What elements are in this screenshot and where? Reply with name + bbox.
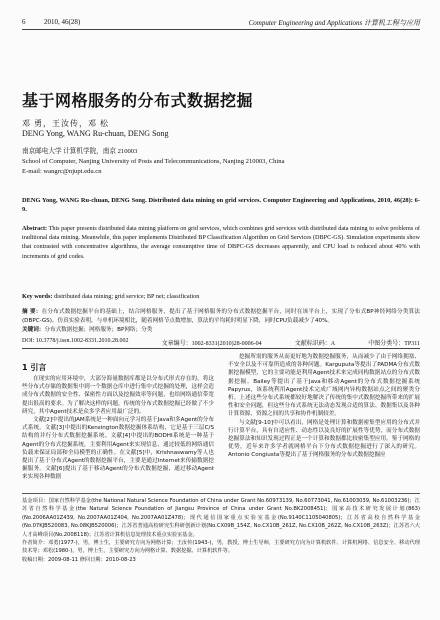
footnote bbox=[22, 497, 420, 564]
keywords-cn-text: 分布式数据挖掘；网格服务；BP网络；分类 bbox=[44, 327, 153, 333]
journal-name: Computer Engineering and Applications 计算机工程与应用 bbox=[248, 19, 420, 27]
abstract-english bbox=[22, 224, 420, 261]
body-paragraph: 与文献[9-10]中可以看出，网格是处理计算和数据密集型应用的分布式并行计算平台，具有自适应性、动态性以及良好的扩展性等优势，而分布式数据挖掘算法和知识发现过程正是一个计算和数据都比较密集型应用。鉴于网格的优势，近年来许多学者就网格平台下分布式数据挖掘进行了深入的研究。Antonio Congiusta等提出了基于网格服务的分布式数据挖掘应 bbox=[228, 419, 420, 459]
affiliation-english: School of Computer, Nanjing University of Posts and Telecommunications, Nanjing 210003, China bbox=[22, 158, 285, 165]
body-paragraph: 文献[2]中提出的JAM系统是一种面向元学习的基于Java和多Agent的分布式系统。文献[3]中提出的Kensington数据挖掘体系结构，它是基于三层C/S结构的并行分布式数据挖掘系统。文献[4]中提出的BODHI系统是一种基于Agent的分布式挖掘系统，主要利用Agent来实现信息，通过较低的网络通信负载来保证局部和全局模型的正确性。在文献[5]中，Krishnaswamy等人也提出了基于分布式Agent的数据挖掘平台，主要是通过Internet来传输数据挖掘服务。文献[6]提出了基于移动Agent的分布式数据挖掘，通过移动Agent来实现各种数据 bbox=[22, 417, 214, 481]
keywords-text: distributed data mining; grid service; BP net; classification bbox=[53, 293, 200, 300]
affiliation-chinese: 南京邮电大学 计算机学院，南京 210003 bbox=[22, 148, 138, 155]
keywords-label: Key words: bbox=[22, 293, 53, 300]
keywords-english bbox=[22, 292, 420, 301]
citation: DENG Yong, WANG Ru-chuan, DENG Song. Distributed data mining on grid services. Computer Engineering and Applications, 2010, 46(28): 6-9. bbox=[22, 197, 420, 214]
footnote-dates: 收稿日期：2009-08-11 修回日期：2010-08-23 bbox=[22, 556, 136, 563]
body-column-right bbox=[228, 353, 420, 493]
header-rule bbox=[22, 29, 420, 30]
abstract-label: Abstract: bbox=[22, 225, 48, 232]
body-paragraph: 挖掘所需的服务从而更好地为数据挖掘服务，从而减少了由于网络拥塞、不安全以及不可靠所造成的各种问题。Karguputa等提出了PADMA分布式数据挖掘模型，它的主要功能是利用Agent技术来完成同构数据站点的分布式数据挖掘。Bailey等提出了基于Java和移动Agent的分布式数据挖掘系统Papyrus，该系统利用Agent技术完成广域网内异构数据站点之间的聚类分析。上述这些分布式系统都较好地解决了传统的集中式数据挖掘所带来的扩展性和安全问题，但这些分布式系统无法动态发现合适的算法、数据集以及各种计算资源，资源之间的共享和协作机制较差。 bbox=[228, 354, 420, 418]
footnote-author-bio: 作者简介：邓勇(1977-)，男，博士生，主要研究方向为网格计算；王汝传(1943-)，男，教授，博士生导师，主要研究方向为计算机软件、计算机网络、信息安全、移动代理技术等；邓松(1980-)，男，博士生，主要研究方向为网格计算、数据挖掘、计算机软件等。 bbox=[22, 540, 420, 555]
footnote-funding: 基金项目：国家自然科学基金(the National Natural Science Foundation of China under Grant No.60973139, No.60773041, No.61003039, No.61003236)；江苏省自然科学基金(the Natural Science Foundation of Jiangsu Province of China under Grant No.BK2008451)；国家高技术研究发展计划(863)(No.2006AA01Z439, No.2007AA01Z404, No.2007AA01Z478)；现代通信国家重点实验室基金(No.9140C1105040805)；江苏省高校自然科学基金(No.07KJB520083, No.08KJB520006)；江苏省普通高校研究生科研创新计划(No.CX09B_154Z, No.CX10B_261Z, No.CX10B_262Z, No.CX10B_263Z)；江苏省六大人才高峰项目(No.2008118)；江苏省计算机信息处理技术重点实验室基金。 bbox=[22, 498, 420, 538]
abstract-chinese bbox=[22, 308, 420, 335]
doi-line bbox=[22, 338, 420, 347]
authors-chinese: 邓 勇，王汝传，邓 松 bbox=[22, 119, 109, 128]
article-number: 文章编号：1002-8331(2010)28-0006-04 bbox=[161, 341, 262, 347]
body-column-left bbox=[22, 375, 214, 490]
keywords-cn-label: 关键词： bbox=[22, 327, 45, 333]
abstract-text: This paper presents distributed data mining platform on grid services, which combines grid services with distributed data mining to solve problems of traditional data mining. Meanwhile, this paper implements Distributed BP Classification Algorithm on Grid Services (DBPC-GS). Simulation experiments show that contrasted with concentrative algorithms, the average consumptive time of DBPC-GS decreases apparently, and CPU load is reduced about 40% with increments of grid codes. bbox=[22, 225, 420, 260]
abstract-cn-text: 在分布式数据挖掘平台的基础上，结合网格服务，提出了基于网格服务的分布式数据挖掘平台，同时在该平台上，实现了分布式BP神经网络分类算法(DBPC-GS)。仿真实验表明，与单机环境相比，随着网格节点数增加，算法的平均耗时明显下降，同时CPU负载减少了40%。 bbox=[22, 309, 420, 324]
affiliation bbox=[22, 147, 422, 177]
page-number: 6 bbox=[22, 18, 26, 26]
footnote-rule bbox=[22, 493, 420, 494]
volume-issue: 2010, 46(28) bbox=[44, 18, 81, 26]
abstract-cn-label: 摘 要： bbox=[22, 309, 42, 315]
document-code: 文献标识码：A bbox=[294, 341, 336, 347]
authors-english: DENG Yong, WANG Ru-chuan, DENG Song bbox=[22, 129, 169, 138]
doi-rule bbox=[22, 348, 420, 349]
doi: DOI: 10.3778/j.issn.1002-8331.2010.28.002 bbox=[22, 338, 129, 344]
article-title: 基于网格服务的分布式数据挖掘 bbox=[22, 91, 254, 110]
section-heading: 1 引言 bbox=[22, 363, 47, 372]
body-paragraph: 在现实的应用环境中，大部分海量数据库都是以分布式形式存在的，将这些分布式存储的数据集中到一个数据仓库中进行集中式挖掘的处理，这样会造成分布式数据的安全性、保密性方面以及挖掘效率等问题，也给网络通信带宽提出很高的要求。为了解决这样的问题，传统的分布式数据挖掘已经做了不少研究，其中Agent技术是众多学者应用最广泛的。 bbox=[22, 376, 214, 415]
author-email: E-mail: wangrc@njupt.edu.cn bbox=[22, 168, 102, 175]
clc-number: 中图分类号：TP311 bbox=[368, 341, 420, 347]
